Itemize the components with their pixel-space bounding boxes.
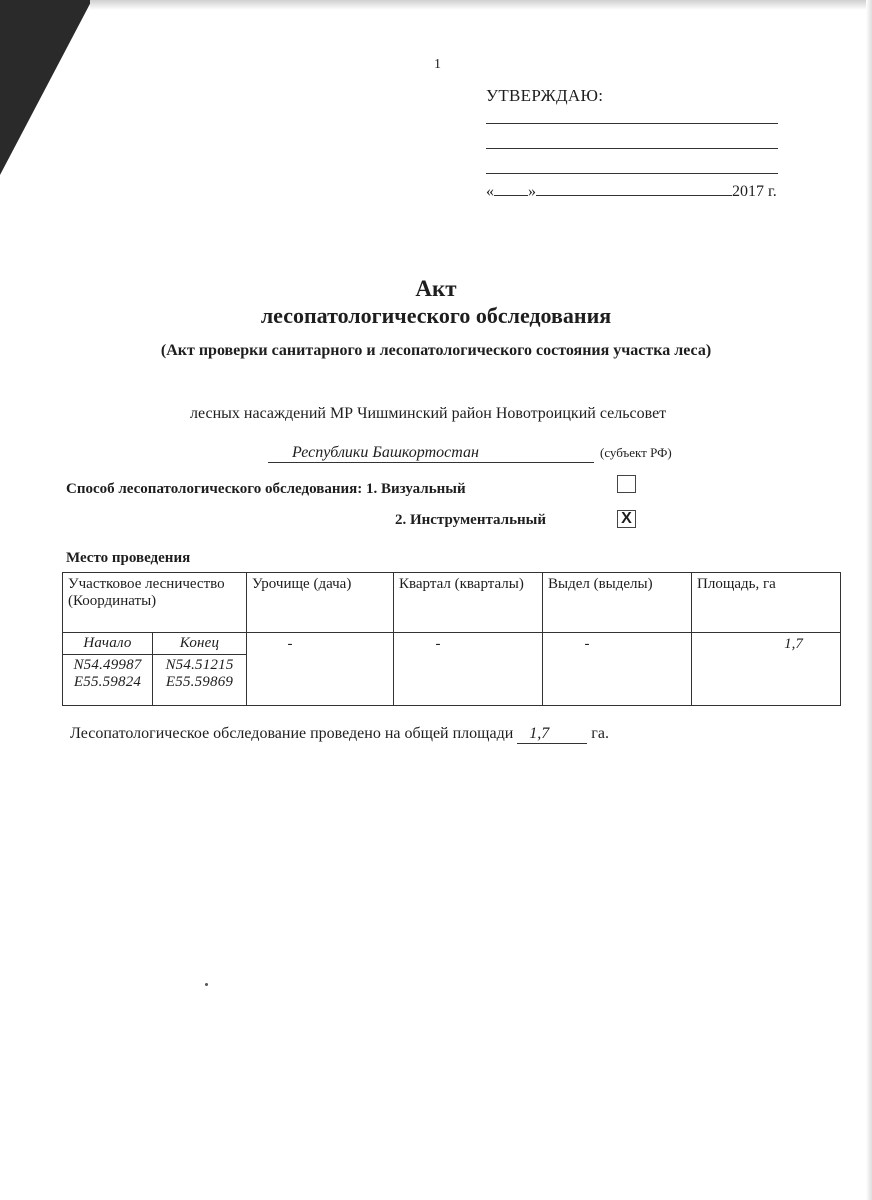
region-row <box>268 444 672 463</box>
summary-line <box>70 725 609 744</box>
document-subtitle: (Акт проверки санитарного и лесопатологического состояния участка леса) <box>160 342 712 359</box>
page-number: 1 <box>434 57 441 72</box>
scan-shadow-right <box>866 0 872 1200</box>
header-forestry: Участковое лесничество (Координаты) <box>63 573 247 633</box>
scan-speck <box>205 983 208 986</box>
date-open-quote: « <box>486 183 494 200</box>
start-coordinates <box>63 655 153 706</box>
method-instrumental-label: 2. Инструментальный <box>395 512 547 528</box>
end-coordinates <box>153 655 247 706</box>
header-tract: Урочище (дача) <box>247 573 394 633</box>
date-close-quote: » <box>528 183 536 200</box>
table-header-row <box>63 573 841 633</box>
summary-area: 1,7 <box>517 725 587 744</box>
region-value: Республики Башкортостан <box>268 444 594 463</box>
method-visual-label: Способ лесопатологического обследования: 1. Визуальный <box>66 481 466 497</box>
header-allotment: Выдел (выделы) <box>543 573 692 633</box>
place-label: Место проведения <box>66 550 191 566</box>
scan-shadow-top <box>90 0 872 10</box>
document-title: Акт <box>415 276 457 301</box>
approval-year: 2017 г. <box>732 183 777 200</box>
start-latitude: N54.49987 <box>73 657 142 673</box>
signature-line-2 <box>486 148 778 149</box>
start-longitude: E55.59824 <box>73 674 142 690</box>
subject-label: (субъект РФ) <box>600 445 672 460</box>
scan-shadow-corner <box>0 0 92 175</box>
summary-text: Лесопатологическое обследование проведено на общей площади <box>70 725 514 742</box>
tract-value: - <box>247 633 394 706</box>
month-blank <box>536 181 732 196</box>
location-table <box>62 572 841 706</box>
end-latitude: N54.51215 <box>165 657 234 673</box>
allotment-value: - <box>543 633 692 706</box>
approval-label: УТВЕРЖДАЮ: <box>486 86 604 105</box>
header-area: Площадь, га <box>692 573 841 633</box>
start-label: Начало <box>63 633 153 655</box>
signature-line-1 <box>486 123 778 124</box>
end-label: Конец <box>153 633 247 655</box>
day-blank <box>494 181 528 196</box>
approval-date <box>486 181 777 201</box>
table-row <box>63 633 841 655</box>
area-value: 1,7 <box>692 633 841 706</box>
stands-location: лесных насаждений МР Чишминский район Новотроицкий сельсовет <box>190 405 667 422</box>
signature-line-3 <box>486 173 778 174</box>
instrumental-checkbox: X <box>617 510 636 528</box>
document-title-line2: лесопатологического обследования <box>260 303 612 328</box>
end-longitude: E55.59869 <box>165 674 234 690</box>
quarter-value: - <box>394 633 543 706</box>
visual-checkbox <box>617 475 636 493</box>
summary-unit: га. <box>591 725 609 742</box>
header-quarter: Квартал (кварталы) <box>394 573 543 633</box>
